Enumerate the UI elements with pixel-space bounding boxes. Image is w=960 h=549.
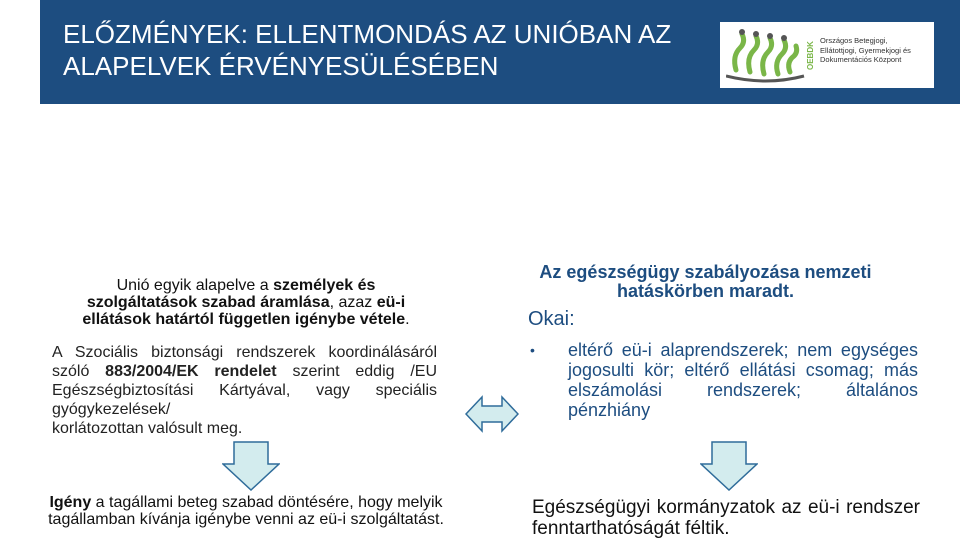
- down-arrow-icon-left: [222, 441, 280, 491]
- intro-bold-2: eü-i ellátások határtól független igénybe vétele: [82, 294, 406, 328]
- page-title-line-1: ELŐZMÉNYEK: ELLENTMONDÁS AZ UNIÓBAN AZ: [63, 19, 672, 49]
- patient-choice-bold: Igény: [49, 494, 92, 511]
- para-text-last: korlátozottan valósult meg.: [52, 420, 243, 437]
- reasons-bullet: [528, 340, 918, 420]
- down-arrow-icon-right: [700, 441, 758, 491]
- left-regulation-paragraph: [52, 343, 437, 438]
- logo-line-1: Országos Betegjogi,: [820, 36, 888, 45]
- logo-figures-icon: [726, 26, 806, 86]
- intro-text-3: .: [405, 311, 410, 328]
- page-title: [63, 18, 713, 82]
- page-title-line-2: ALAPELVEK ÉRVÉNYESÜLÉSÉBEN: [63, 51, 499, 81]
- logo-line-2: Ellátottjogi, Gyermekjogi és: [820, 45, 911, 55]
- reasons-label: Okai:: [528, 308, 575, 330]
- sustainability-text: Egészségügyi kormányzatok az eü-i rendszer fenntarthatóságát féltik.: [532, 497, 920, 539]
- regulation-reference: 883/2004/EK rendelet: [105, 363, 277, 380]
- left-intro-text: [60, 277, 432, 328]
- intro-text-1: Unió egyik alapelve a: [116, 277, 274, 294]
- intro-text-2: , azaz: [329, 294, 377, 311]
- national-competence-heading: Az egészségügy szabályozása nemzeti hatáskörben maradt.: [539, 262, 872, 301]
- logo-text: [820, 36, 911, 65]
- patient-choice-text: [40, 494, 452, 528]
- intro-bold-1: személyek és szolgáltatások szabad áramlása: [86, 277, 376, 311]
- para-text-1: A Szociális biztonsági rendszerek koordinálásáról szóló: [52, 344, 437, 380]
- logo-abbreviation: OEBDK: [806, 41, 815, 71]
- patient-choice-rest: a tagállami beteg szabad döntésére, hogy melyik tagállamban kívánja igénybe venni az eü-i szolgáltatást.: [48, 494, 444, 528]
- double-arrow-icon: [465, 395, 519, 433]
- bullet-icon: •: [530, 342, 535, 358]
- right-explanation: [528, 263, 918, 420]
- reasons-text: eltérő eü-i alaprendszerek; nem egységes jogosulti kör; eltérő ellátási csomag; más elszámolási rendszerek; általános pénzhiány: [568, 340, 918, 420]
- logo-line-3: Dokumentációs Központ: [820, 55, 902, 64]
- oebdk-logo: [720, 22, 934, 88]
- para-text-2: szerint eddig /EU Egészségbiztosítási Kártyával, vagy speciális gyógykezelések/: [52, 363, 438, 418]
